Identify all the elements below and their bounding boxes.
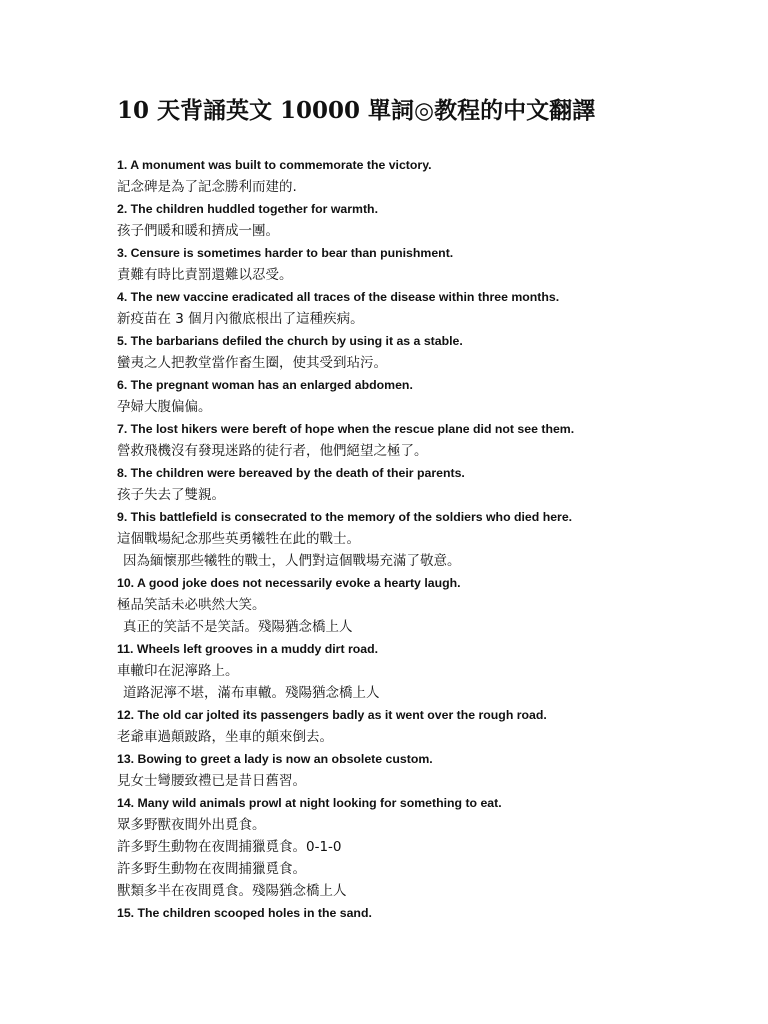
chinese-translation: 道路泥濘不堪，滿布車轍。殘陽猶念橋上人 <box>123 685 380 701</box>
english-sentence: 15. The children scooped holes in the sand. <box>117 906 372 920</box>
list-item <box>117 154 737 198</box>
english-sentence: 6. The pregnant woman has an enlarged abdomen. <box>117 378 413 392</box>
chinese-translation: 孕婦大腹偏偏。 <box>117 399 212 415</box>
list-item <box>117 638 737 704</box>
chinese-translation: 因為緬懷那些犧牲的戰士，人們對這個戰場充滿了敬意。 <box>123 553 461 569</box>
list-item <box>117 374 737 418</box>
chinese-translation: 這個戰場紀念那些英勇犧牲在此的戰士。 <box>117 531 360 547</box>
chinese-translation: 許多野生動物在夜間捕獵覓食。 <box>117 861 306 877</box>
list-item <box>117 704 737 748</box>
english-sentence: 12. The old car jolted its passengers badly as it went over the rough road. <box>117 708 547 722</box>
entry-list <box>117 154 737 924</box>
chinese-translation: 真正的笑話不是笑話。殘陽猶念橋上人 <box>123 619 353 635</box>
chinese-translation: 許多野生動物在夜間捕獵覓食。0-1-0 <box>117 839 342 855</box>
list-item <box>117 330 737 374</box>
english-sentence: 2. The children huddled together for warmth. <box>117 202 378 216</box>
chinese-translation: 眾多野獸夜間外出覓食。 <box>117 817 266 833</box>
english-sentence: 9. This battlefield is consecrated to the memory of the soldiers who died here. <box>117 510 573 524</box>
chinese-translation: 極品笑話未必哄然大笑。 <box>117 597 266 613</box>
english-sentence: 4. The new vaccine eradicated all traces of the disease within three months. <box>117 290 560 304</box>
english-sentence: 7. The lost hikers were bereft of hope when the rescue plane did not see them. <box>117 422 575 436</box>
chinese-translation: 孩子失去了雙親。 <box>117 487 225 503</box>
list-item <box>117 506 737 572</box>
chinese-translation: 蠻夷之人把教堂當作畜生圈，使其受到玷污。 <box>117 355 387 371</box>
english-sentence: 13. Bowing to greet a lady is now an obsolete custom. <box>117 752 433 766</box>
chinese-translation: 營救飛機沒有發現迷路的徒行者，他們絕望之極了。 <box>117 443 428 459</box>
chinese-translation: 車轍印在泥濘路上。 <box>117 663 239 679</box>
list-item <box>117 242 737 286</box>
list-item <box>117 286 737 330</box>
list-item <box>117 418 737 462</box>
list-item <box>117 792 737 902</box>
chinese-translation: 老爺車過顛跛路，坐車的顛來倒去。 <box>117 729 333 745</box>
english-sentence: 8. The children were bereaved by the death of their parents. <box>117 466 465 480</box>
list-item <box>117 748 737 792</box>
english-sentence: 11. Wheels left grooves in a muddy dirt road. <box>117 642 379 656</box>
chinese-translation: 孩子們暖和暖和擠成一團。 <box>117 223 279 239</box>
english-sentence: 3. Censure is sometimes harder to bear than punishment. <box>117 246 454 260</box>
chinese-translation: 獸類多半在夜間覓食。殘陽猶念橋上人 <box>117 883 347 899</box>
chinese-translation: 新疫苗在 3 個月內徹底根出了這種疾病。 <box>117 311 364 327</box>
english-sentence: 1. A monument was built to commemorate the victory. <box>117 158 432 172</box>
chinese-translation: 見女士彎腰致禮已是昔日舊習。 <box>117 773 306 789</box>
chinese-translation: 記念碑是為了記念勝利而建的. <box>117 179 297 195</box>
list-item <box>117 902 737 924</box>
english-sentence: 5. The barbarians defiled the church by using it as a stable. <box>117 334 463 348</box>
chinese-translation: 責難有時比責罰還難以忍受。 <box>117 267 293 283</box>
english-sentence: 10. A good joke does not necessarily evoke a hearty laugh. <box>117 576 461 590</box>
document-title: 10 天背誦英文 10000 單詞◎教程的中文翻譯 <box>117 97 596 124</box>
list-item <box>117 572 737 638</box>
list-item <box>117 198 737 242</box>
english-sentence: 14. Many wild animals prowl at night looking for something to eat. <box>117 796 502 810</box>
list-item <box>117 462 737 506</box>
